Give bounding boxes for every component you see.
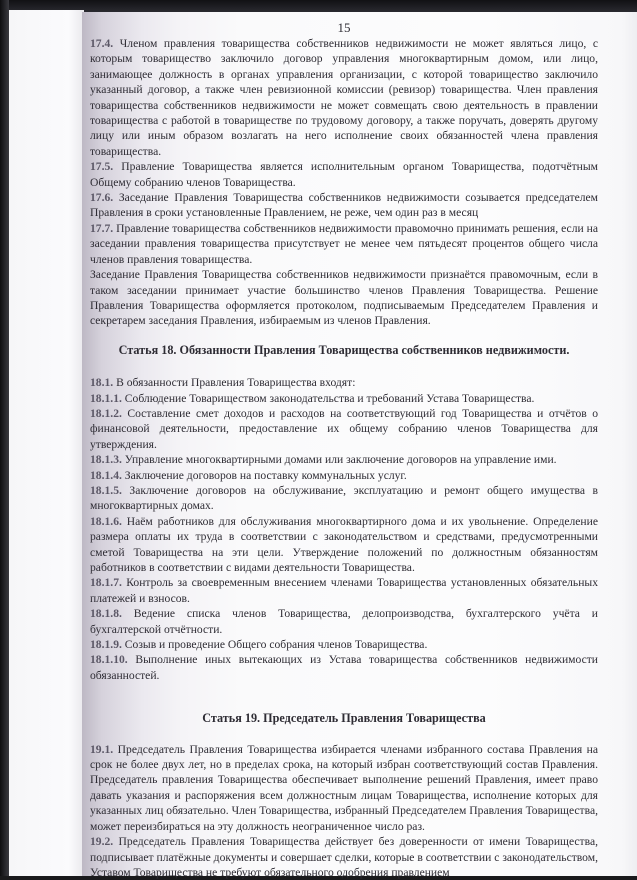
clause-number: 18.1.2. [90, 406, 122, 420]
clause-number: 18.1.5. [90, 483, 122, 497]
scan-top-edge [0, 0, 637, 12]
clause-text: Созыв и проведение Общего собрания членов Товарищества. [121, 638, 428, 652]
page-content [90, 20, 598, 880]
clause-text: Правление товарищества собственников недвижимости правомочно принимать решения, если на заседании правления товарищества присутствует не менее чем пятьдесят процентов общего числа членов правления товарищества. [90, 221, 598, 266]
clause-number: 18.1.3. [90, 453, 122, 467]
clause-text: Заключение договоров на обслуживание, эксплуатацию и ремонт общего имущества в многоквартирных домах. [90, 483, 598, 513]
clause-number: 17.7. [90, 221, 114, 235]
clause-text: Правление Товарищества является исполнительным органом Товарищества, подотчётным Общему собранию членов Товарищества. [90, 160, 598, 189]
clause-number: 17.5. [90, 160, 114, 174]
clause-19-2 [90, 834, 598, 880]
clause-17-6 [90, 190, 598, 221]
clause-text: Составление смет доходов и расходов на соответствующий год Товарищества и отчётов о финансовой деятельности, предоставление их общему собранию членов Товарищества для утверждения. [90, 406, 598, 451]
clause-18-1 [90, 375, 598, 390]
adjacent-sheet [9, 10, 84, 876]
clause-number: 18.1. [90, 376, 114, 390]
article-18 [90, 375, 598, 683]
clause-19-1 [90, 742, 598, 834]
clause-number: 18.1.8. [90, 607, 122, 621]
clause-text: Соблюдение Товариществом законодательства и требований Устава Товарищества. [121, 391, 535, 405]
clause-17-4 [90, 36, 598, 159]
clause-text: Выполнение иных вытекающих из Устава товарищества собственников недвижимости обязанностей. [90, 653, 598, 682]
clause-text: Председатель Правления Товарищества действует без доверенности от имени Товарищества, подписывает платёжные документы и совершает сделки, которые в соответствии с законодательством, Уставом Товарищества не требуют обязательного одобрения правлением [90, 835, 598, 879]
clause-17-7 [90, 221, 598, 267]
clause-text: Председатель Правления Товарищества избирается членами избранного состава Правления на срок не более двух лет, но в пределах срока, на который избран соответствующий состав Правления. Председатель правления Товарищества обеспечивает выполнение решений Правления, имеет право давать указания и распоряжения всем должностным лицам Товарищества, исполнение которых для указанных лиц обязательно. Член Товарищества, избранный Председателем Правления Товарищества, может переизбираться на эту должность неограниченное число раз. [90, 742, 598, 833]
page-number: 15 [337, 20, 351, 35]
clause-text: В обязанности Правления Товарищества входят: [113, 376, 356, 390]
clause-text: Членом правления товарищества собственников недвижимости не может являться лицо, с которым товарищество заключило договор управления многоквартирным домом, или лицо, занимающее должность в органах управления организации, с которой товарищество заключило указанный договор, а также член ревизионной комиссии (ревизор) товарищества. Член правления товарищества собственников недвижимости не может совмещать свою деятельность в правлении товарищества с работой в товариществе по трудовому договору, а также поручать, доверять другому лицу или иным образом возлагать на него исполнение своих обязанностей члена правления товарищества. [90, 37, 598, 158]
clause-text: Контроль за своевременным внесением членами Товарищества установленных обязательных платежей и взносов. [90, 576, 598, 605]
clause-18-1-5 [90, 483, 598, 514]
clause-18-1-9 [90, 637, 598, 652]
clause-text: Наём работников для обслуживания многоквартирного дома и их увольнение. Определение размера оплаты их труда в соответствии с законодательством и средствами, предусмотренными сметой Товарищества на эти цели. Утверждение положений по должностным обязанностям работников в соответствии с видами деятельности Товарищества. [90, 514, 598, 574]
clause-17-7-continued [90, 267, 598, 329]
clause-text: Управление многоквартирными домами или заключение договоров на управление ими. [121, 453, 557, 467]
clause-number: 17.6. [90, 191, 114, 205]
clause-18-1-1 [90, 391, 598, 406]
clause-number: 18.1.6. [90, 514, 122, 528]
clause-text: Заключение договоров на поставку коммунальных услуг. [121, 468, 407, 482]
clause-number: 18.1.10. [90, 653, 128, 667]
clause-text: Заседание Правления Товарищества собственников недвижимости созывается председателем Правления в сроки установленные Правлением, не реже, чем один раз в месяц [90, 191, 598, 220]
clause-18-1-6 [90, 514, 598, 576]
clause-number: 17.4. [90, 37, 114, 50]
clause-number: 18.1.4. [90, 468, 122, 482]
clause-17-5 [90, 159, 598, 190]
clause-18-1-10 [90, 652, 598, 683]
clause-number: 18.1.7. [90, 576, 122, 590]
article-19-heading: Статья 19. Председатель Правления Товарищества [202, 711, 486, 726]
article-17-continuation [90, 36, 598, 329]
clause-text: Ведение списка членов Товарищества, делопроизводства, бухгалтерского учёта и бухгалтерской отчётности. [90, 607, 598, 636]
clause-number: 18.1.9. [90, 638, 122, 652]
clause-18-1-3 [90, 452, 598, 467]
scan-left-edge [0, 0, 9, 876]
clause-18-1-8 [90, 606, 598, 637]
clause-text: Заседание Правления Товарищества собственников недвижимости признаётся правомочным, если в таком заседании принимает участие большинство членов Правления Товарищества. Решение Правления Товарищества оформляется протоколом, подписываемым Председателем Правления и секретарем заседания Правления, избираемым из членов Правления. [90, 268, 598, 328]
article-19 [90, 742, 598, 880]
clause-number: 19.2. [90, 835, 114, 849]
clause-number: 19.1. [90, 742, 114, 756]
article-18-heading: Статья 18. Обязанности Правления Товарищества собственников недвижимости. [118, 342, 570, 357]
clause-18-1-2 [90, 406, 598, 452]
clause-18-1-7 [90, 575, 598, 606]
clause-18-1-4 [90, 468, 598, 483]
clause-number: 18.1.1. [90, 391, 122, 405]
